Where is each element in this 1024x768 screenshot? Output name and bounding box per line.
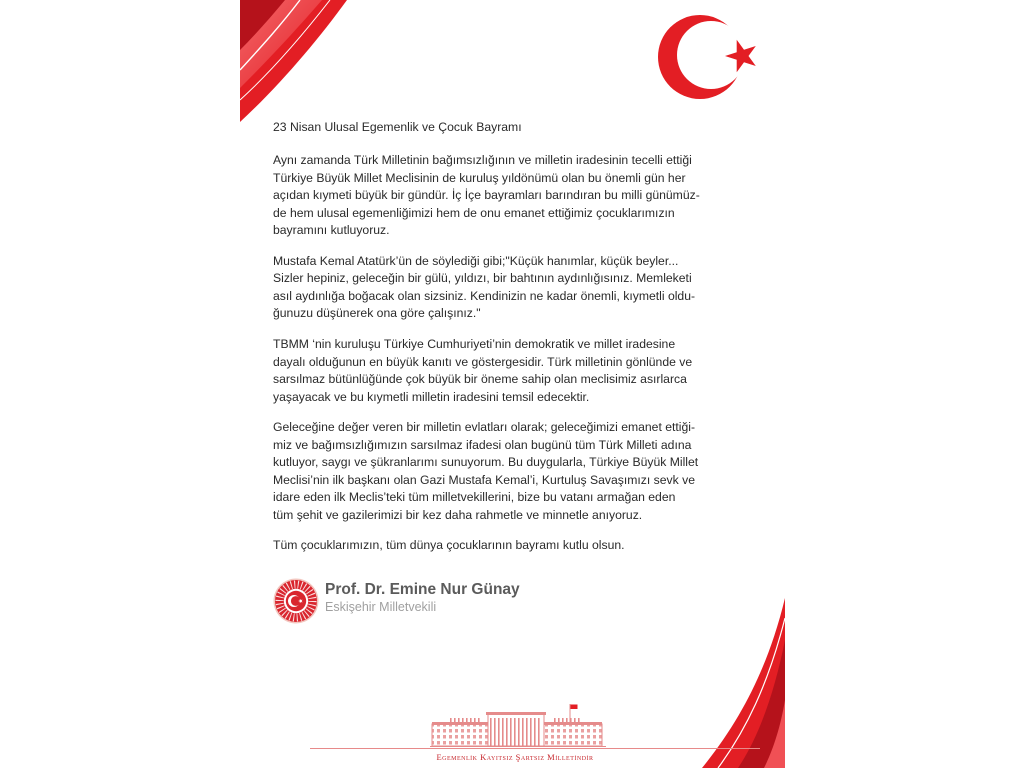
paragraph-line: açıdan kıymeti büyük bir gündür. İç İçe bayramları barındıran bu milli günümüz- [273,188,700,203]
paragraph-line: Meclisi’nin ilk başkanı olan Gazi Mustafa Kemal’i, Kurtuluş Savaşımızı sevk ve [273,472,695,487]
paragraph-line: ğunuzu düşünerek ona göre çalışınız." [273,306,481,321]
footer-divider [310,748,760,749]
footer-motto: Egemenlik Kayıtsız Şartsız Milletindir [436,752,594,762]
paragraph-line: Geleceğine değer veren bir milletin evlatları olarak; geleceğimizi emanet ettiği- [273,420,696,435]
paragraph-line: Mustafa Kemal Atatürk’ün de söylediği gibi;"Küçük hanımlar, küçük beyler... [273,253,679,268]
paragraph-line: bayramını kutluyoruz. [273,223,390,238]
paragraph-line: sarsılmaz bütünlüğünde çok büyük bir öneme sahip olan meclisimiz asırlarca [273,372,687,387]
parliament-building-icon [430,704,606,748]
signature-role: Eskişehir Milletvekili [325,600,437,614]
paragraph-4 [273,419,778,524]
bottom-right-swoosh-decoration [690,590,790,768]
paragraph-line: de hem ulusal egemenliğimizi hem de onu emanet ettiğimiz çocuklarımızın [273,205,675,220]
letter-body [273,119,778,568]
paragraph-line: yaşayacak ve bu kıymetli milletin iradesini temsil edecektir. [273,389,590,404]
paragraph-line: Aynı zamanda Türk Milletinin bağımsızlığının ve milletin iradesinin tecelli ettiği [273,153,692,168]
paragraph-line: Türkiye Büyük Millet Meclisinin de kuruluş yıldönümü olan bu önemli gün her [273,170,686,185]
paragraph-line: Sizler hepiniz, geleceğin bir gülü, yıldızı, bir bahtının aydınlığısınız. Memleketi [273,271,692,286]
signature-name: Prof. Dr. Emine Nur Günay [325,581,520,598]
paragraph-line: dayalı olduğunun en büyük kanıtı ve göstergesidir. Türk milletinin gönlünde ve [273,354,693,369]
paragraph-line: kutluyor, saygı ve şükranlarımı sunuyorum. Bu duygularla, Türkiye Büyük Millet [273,455,699,470]
paragraph-2 [273,253,778,323]
paragraph-line: miz ve bağımsızlığımızın sarsılmaz ifadesi olan bugünü tüm Türk Milleti adına [273,437,692,452]
paragraph-line: asıl aydınlığa boğacak olan sizsiniz. Kendinizin ne kadar önemli, kıymetli oldu- [273,288,696,303]
paragraph-3 [273,336,778,406]
paragraph-line: tüm şehit ve gazilerimizi bir kez daha rahmetle ve minnetle anıyoruz. [273,507,643,522]
paragraph-line: TBMM ‘nin kuruluşu Türkiye Cumhuriyeti’nin demokratik ve millet iradesine [273,336,676,351]
paragraph-line: Tüm çocuklarımızın, tüm dünya çocuklarının bayramı kutlu olsun. [273,538,625,553]
paragraph-line: idare eden ilk Meclis’teki tüm milletvekillerini, bize bu vatanı armağan eden [273,490,676,505]
paragraph-5 [273,537,778,555]
tbmm-emblem-icon [272,577,320,625]
turkish-crescent-star-icon [640,0,780,110]
letter-title: 23 Nisan Ulusal Egemenlik ve Çocuk Bayramı [273,120,522,134]
paragraph-1 [273,152,778,240]
